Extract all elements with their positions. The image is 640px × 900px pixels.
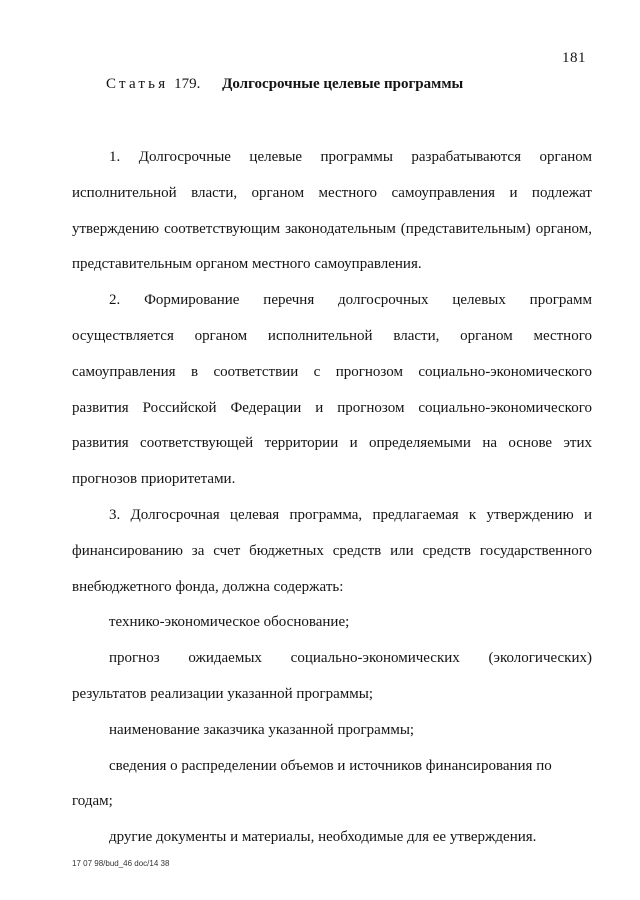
article-label: Статья [106,76,169,92]
list-item: другие документы и материалы, необходимые для ее утверждения. [109,829,537,846]
paragraph-3: 3. Долгосрочная целевая программа, предлагаемая к утверждению и финансированию за счет бюджетных средств или средств государственного внебюджетного фонда, должна содержать: [72,506,592,595]
paragraph-1: 1. Долгосрочные целевые программы разрабатываются органом исполнительной власти, органом местного самоуправления и подлежат утверждению соответствующим законодательным (представительным) органом, представительным органом местного самоуправления. [72,149,592,273]
list-item: технико-экономическое обоснование; [109,614,350,631]
list-item: сведения о распределении объемов и источников финансирования по годам; [72,757,552,810]
article-body [72,140,592,856]
document-footer: 17 07 98/bud_46 doc/14 38 [72,859,170,868]
article-heading [106,76,463,93]
paragraph-2: 2. Формирование перечня долгосрочных целевых программ осуществляется органом исполнительной власти, органом местного самоуправления в соответствии с прогнозом социально-экономического развития Российской Федерации и прогнозом социально-экономического развития соответствующей территории и определяемыми на основе этих прогнозов приоритетами. [72,292,592,488]
list-item: прогноз ожидаемых социально-экономических (экологических) результатов реализации указанной программы; [72,650,592,702]
article-number: 179. [174,76,201,92]
article-title: Долгосрочные целевые программы [222,76,464,92]
page-number: 181 [562,50,586,66]
list-item: наименование заказчика указанной программы; [109,721,415,738]
